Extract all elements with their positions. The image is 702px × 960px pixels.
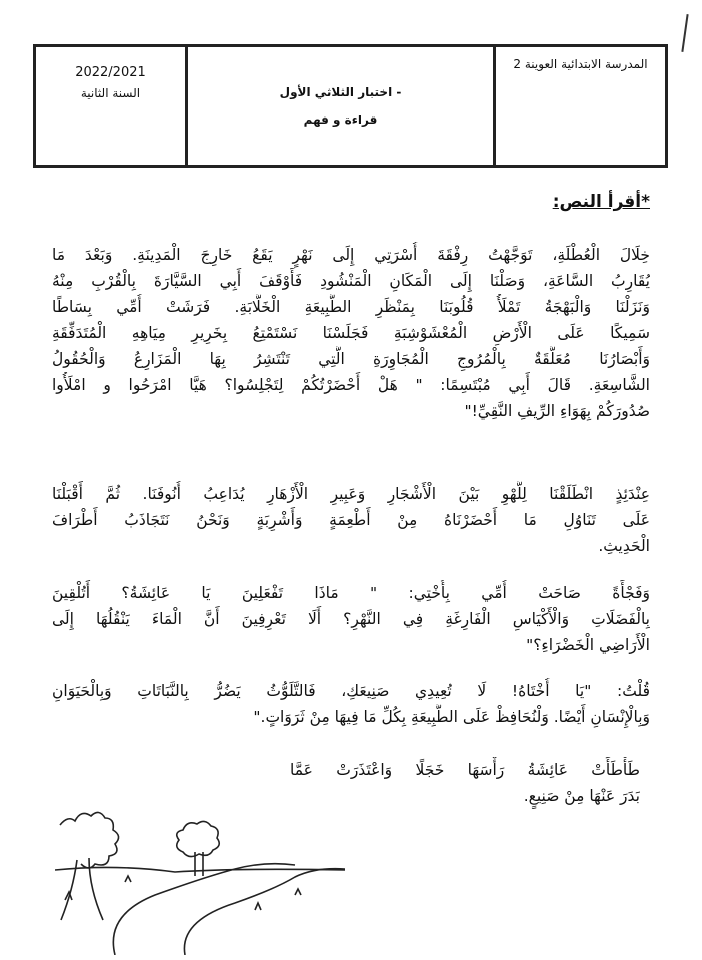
grass [65, 876, 301, 910]
exam-info-cell [185, 47, 493, 165]
text-line: بِالْفَضَلَاتِ وَالْأَكْيَاسِ الْفَارِغَةِ فِي النَّهْرِ؟ أَلَا تَعْرِفِينَ أَنَّ الْمَاءَ يَنْقُلُهَا إِلَى [52, 610, 650, 628]
school-year: 2022/2021 [75, 65, 146, 80]
exam-header-table [33, 44, 668, 168]
text-line: عَلَى تَنَاوُلِ مَا أَحْضَرْنَاهُ مِنْ أَطْعِمَةٍ وَأَشْرِبَةٍ وَنَحْنُ نَتَجَاذَبُ أَطْرَافَ [52, 511, 650, 529]
text-line: بَدَرَ عَنْهَا مِنْ صَنِيعٍ. [523, 787, 640, 805]
exam-title: - اختبار الثلاثي الأول [279, 85, 402, 99]
small-tree-canopy [177, 821, 220, 856]
section-heading: *أقرأ النص: [552, 192, 650, 212]
text-line: عِنْدَئِذٍ انْطَلَقْنَا لِلَّهْوِ بَيْنَ الْأَشْجَارِ وَعَبِيرِ الْأَزْهَارِ يُدَاعِبُ أُنُوفَنَا. ثُمَّ أَقْبَلْنَا [52, 485, 650, 503]
pen-mark [681, 14, 688, 52]
text-line: صُدُورَكُمْ بِهَوَاءِ الرِّيفِ النَّقِيِّ!" [464, 402, 650, 420]
paragraph-4 [52, 678, 650, 730]
exam-subject: قراءة و فهم [303, 113, 378, 127]
paragraph-2 [52, 481, 650, 559]
text-line: الْأَرَاضِي الْخَضْرَاءِ؟" [526, 636, 650, 654]
text-line: طَأْطَأَتْ عَائِشَةُ رَأْسَهَا خَجَلًا وَاعْتَذَرَتْ عَمَّا [290, 761, 640, 779]
text-line: الشَّاسِعَةِ. قَالَ أَبِي مُبْتَسِمًا: " هَلْ أَحْضَرْتُكُمْ لِتَجْلِسُوا؟ هَيَّا امْرَحُوا و امْلَأُوا [52, 376, 650, 394]
text-line: وَبِالْإِنْسَانِ أَيْضًا. وَلْنُحَافِظْ عَلَى الطَّبِيعَةِ بِكُلِّ مَا فِيهَا مِنْ ثَرَوَاتٍ." [253, 708, 650, 726]
paragraph-1 [52, 242, 650, 424]
paragraph-3 [52, 580, 650, 658]
year-cell [36, 47, 185, 165]
school-name: المدرسة الابتدائية العوينة 2 [493, 47, 665, 165]
text-line: وَنَزَلْنَا وَالْبَهْجَةُ تَمْلَأُ قُلُوبَنَا بِمَنْظَرِ الطَّبِيعَةِ الْخَلَّابَةِ. فَرَشَتْ أُمِّي بِسَاطًا [52, 298, 650, 316]
text-line: الْحَدِيثِ. [598, 537, 650, 555]
text-line: يُقَارِبُ السَّاعَةِ، وَصَلْنَا إِلَى الْمَكَانِ الْمَنْشُودِ فَأَوْقَفَ أَبِي السَّيَّارَةَ بِالْقُرْبِ مِنْهُ [52, 272, 650, 290]
text-line: سَمِيكًا عَلَى الْأَرْضِ الْمُعْشَوْشِبَةِ فَجَلَسْنَا نَسْتَمْتِعُ بِخَرِيرِ مِيَاهِهِ الْمُتَدَفِّقَةِ [52, 324, 650, 342]
grade-level: السنة الثانية [80, 86, 141, 100]
river-bank-left [113, 864, 295, 955]
ground-line [55, 867, 345, 872]
river-bank-right [184, 869, 345, 955]
text-line: وَفَجْأَةً صَاحَتْ أُمِّي بِأُخْتِي: " مَاذَا تَفْعَلِينَ يَا عَائِشَةُ؟ أَتُلْقِينَ [52, 584, 650, 602]
text-line: وَأَبْصَارُنَا مُعَلَّقَةٌ بِالْمُرُوجِ الْمُجَاوِرَةِ الَّتِي تَنْتَشِرُ بِهَا الْمَزَارِعُ وَالْحُقُولُ [52, 350, 650, 368]
river-landscape-illustration [55, 800, 345, 955]
text-line: خِلَالَ الْعُطْلَةِ، تَوَجَّهْتُ رِفْقَةَ أُسْرَتِي إِلَى نَهْرٍ يَقَعُ خَارِجَ الْمَدِينَةِ. وَبَعْدَ مَا [52, 246, 650, 264]
text-line: قُلْتُ: "يَا أُخْتَاهُ! لَا تُعِيدِي صَنِيعَكِ، فَالتَّلَوُّثُ يَضُرُّ بِالنَّبَاتَاتِ وَبِالْحَيَوَانِ [52, 682, 650, 700]
